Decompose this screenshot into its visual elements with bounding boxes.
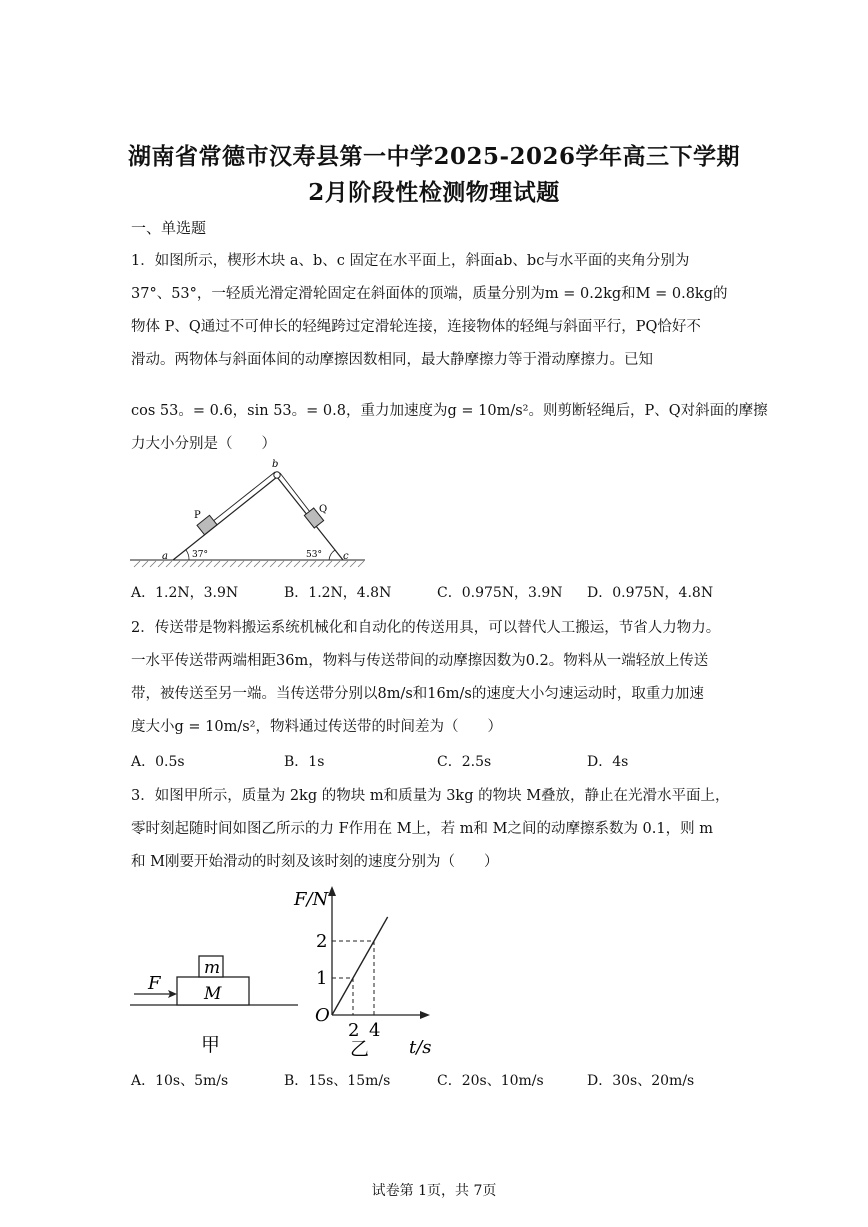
question-2-line: 2．传送带是物料搬运系统机械化和自动化的传送用具，可以替代人工搬运，节省人力物力。 (131, 620, 721, 636)
option-c[interactable]: C．0.975N，3.9N (437, 585, 563, 601)
angle-arc-right (329, 550, 335, 560)
option-c[interactable]: C．2.5s (437, 754, 492, 770)
option-d[interactable]: D．4s (587, 754, 629, 770)
option-a[interactable]: A．1.2N，3.9N (131, 585, 239, 601)
page-title-line1: 湖南省常德市汉寿县第一中学2025-2026学年高三下学期 (127, 143, 741, 170)
option-a[interactable]: A．10s、5m/s (131, 1073, 229, 1089)
angle-arc-left (186, 550, 189, 560)
rope-right (280, 473, 310, 512)
label-p: P (194, 510, 201, 521)
caption-jia: 甲 (201, 1034, 221, 1056)
question-3-line: 3．如图甲所示，质量为 2kg 的物块 m和质量为 3kg 的物块 M叠放，静止在光滑水平面上， (131, 788, 730, 804)
option-d[interactable]: D．0.975N，4.8N (587, 585, 714, 601)
incline-ab (173, 477, 277, 560)
force-line (332, 917, 388, 1015)
x-axis-label: t/s (409, 1037, 432, 1058)
option-b[interactable]: B．1.2N，4.8N (284, 585, 392, 601)
page-footer: 试卷第 1页，共 7页 (371, 1183, 497, 1199)
ground-hatching (134, 561, 364, 567)
y-tick-label: 2 (316, 931, 328, 952)
question-3-line: 零时刻起随时间如图乙所示的力 F作用在 M上，若 m和 M之间的动摩擦系数为 0.1，则 m (131, 821, 713, 837)
angle-label-right: 53° (306, 550, 322, 560)
angle-label-left: 37° (192, 550, 208, 560)
question-1 (131, 245, 768, 461)
option-a[interactable]: A．0.5s (131, 754, 185, 770)
question-1-line: cos 53。= 0.6，sin 53。= 0.8，重力加速度为g = 10m/s²。则剪断轻绳后，P、Q对斜面的摩擦 (131, 403, 768, 419)
label-small-m: m (204, 958, 221, 978)
y-axis-arrow (328, 886, 336, 896)
option-b[interactable]: B．15s、15m/s (284, 1073, 391, 1089)
y-axis-label: F/N (294, 889, 329, 910)
label-a: a (162, 551, 168, 562)
label-force: F (148, 973, 161, 994)
origin-label: O (315, 1005, 330, 1026)
label-c: c (343, 551, 349, 562)
page-title-line2: 2月阶段性检测物理试题 (308, 179, 560, 206)
section-heading: 一、单选题 (131, 219, 207, 237)
option-b[interactable]: B．1s (284, 754, 325, 770)
incline-figure (130, 455, 370, 570)
question-2-line: 带，被传送至另一端。当传送带分别以8m/s和16m/s的速度大小匀速运动时，取重力加速 (131, 686, 704, 702)
option-d[interactable]: D．30s、20m/s (587, 1073, 695, 1089)
question-2 (131, 612, 751, 744)
question-3-line: 和 M刚要开始滑动的时刻及该时刻的速度分别为（ ） (131, 854, 499, 870)
blocks-figure (130, 950, 300, 1060)
label-q: Q (319, 504, 328, 515)
force-time-chart (290, 880, 440, 1065)
x-tick-label: 2 (348, 1020, 360, 1041)
question-3 (131, 780, 751, 879)
question-1-line: 1．如图所示，楔形木块 a、b、c 固定在水平面上，斜面ab、bc与水平面的夹角分别为 (131, 253, 690, 269)
x-axis-arrow (420, 1011, 430, 1019)
x-tick-label: 4 (369, 1020, 381, 1041)
label-big-m: M (204, 984, 222, 1004)
caption-yi: 乙 (350, 1038, 370, 1060)
question-2-line: 度大小g = 10m/s²，物料通过传送带的时间差为（ ） (131, 719, 502, 735)
option-c[interactable]: C．20s、10m/s (437, 1073, 544, 1089)
question-1-line: 37°、53°，一轻质光滑定滑轮固定在斜面体的顶端，质量分别为m = 0.2kg和M = 0.8kg的 (131, 286, 728, 302)
question-2-line: 一水平传送带两端相距36m，物料与传送带间的动摩擦因数为0.2。物料从一端轻放上传送 (131, 653, 709, 669)
question-1-line: 力大小分别是（ ） (131, 436, 276, 452)
rope-left (212, 472, 275, 522)
label-b: b (272, 459, 279, 470)
question-1-line: 物体 P、Q通过不可伸长的轻绳跨过定滑轮连接，连接物体的轻绳与斜面平行，PQ恰好不 (131, 319, 701, 335)
question-1-line: 滑动。两物体与斜面体间的动摩擦因数相同，最大静摩擦力等于滑动摩擦力。已知 (131, 352, 653, 368)
y-tick-label: 1 (316, 968, 328, 989)
